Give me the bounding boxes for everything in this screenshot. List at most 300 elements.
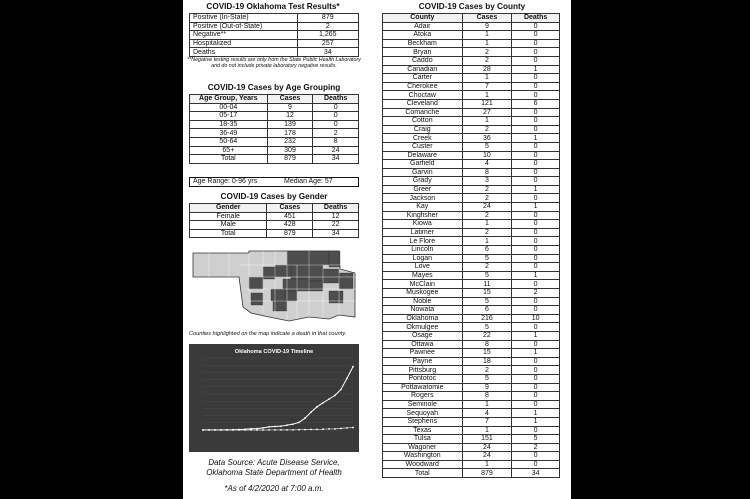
county-row bbox=[383, 185, 560, 194]
county-cases: 1 bbox=[462, 460, 512, 469]
series-line-0 bbox=[203, 367, 353, 430]
county-name: Washington bbox=[383, 452, 463, 461]
series-point-1 bbox=[304, 429, 306, 431]
test-results-table bbox=[189, 13, 359, 57]
age-title: COVID-19 Cases by Age Grouping bbox=[207, 83, 341, 92]
age-header: Age Group, Years bbox=[190, 95, 268, 104]
county-name: Oklahoma bbox=[383, 314, 463, 323]
county-cases: 24 bbox=[462, 443, 512, 452]
county-deaths: 0 bbox=[512, 366, 560, 375]
county-name: Greer bbox=[383, 185, 463, 194]
series-point-1 bbox=[274, 429, 276, 431]
county-deaths: 0 bbox=[512, 108, 560, 117]
county-row bbox=[383, 117, 560, 126]
series-point-0 bbox=[292, 423, 294, 425]
county-deaths: 1 bbox=[512, 271, 560, 280]
test-result-value: 879 bbox=[297, 14, 358, 23]
county-deaths: 0 bbox=[512, 383, 560, 392]
series-point-0 bbox=[352, 366, 354, 368]
county-name: Total bbox=[383, 469, 463, 478]
age-row bbox=[190, 120, 359, 129]
county-deaths: 0 bbox=[512, 142, 560, 151]
county-cases: 8 bbox=[462, 340, 512, 349]
series-point-1 bbox=[322, 428, 324, 430]
county-table bbox=[382, 13, 560, 478]
test-result-value: 1,265 bbox=[297, 31, 358, 40]
county-row bbox=[383, 194, 560, 203]
county-row bbox=[383, 383, 560, 392]
age-row bbox=[190, 155, 359, 164]
series-point-1 bbox=[328, 428, 330, 430]
gender-deaths: 22 bbox=[313, 221, 359, 230]
county-deaths: 0 bbox=[512, 280, 560, 289]
county-name: Pontotoc bbox=[383, 374, 463, 383]
county-name: Nowata bbox=[383, 306, 463, 315]
age-group: 00-04 bbox=[190, 103, 268, 112]
county-header: County bbox=[383, 14, 463, 23]
county-deaths: 0 bbox=[512, 254, 560, 263]
county-row bbox=[383, 349, 560, 358]
county-row bbox=[383, 409, 560, 418]
test-result-value: 2 bbox=[297, 22, 358, 31]
county-cases: 879 bbox=[462, 469, 512, 478]
county-cases: 3 bbox=[462, 177, 512, 186]
county-cases: 8 bbox=[462, 168, 512, 177]
county-deaths: 0 bbox=[512, 48, 560, 57]
county-name: Kiowa bbox=[383, 220, 463, 229]
county-row bbox=[383, 340, 560, 349]
county-deaths: 0 bbox=[512, 426, 560, 435]
age-deaths: 34 bbox=[313, 155, 359, 164]
county-row bbox=[383, 39, 560, 48]
county-cases: 15 bbox=[462, 349, 512, 358]
series-point-1 bbox=[208, 429, 210, 431]
county-row bbox=[383, 271, 560, 280]
county-row bbox=[383, 56, 560, 65]
map-caption: Counties highlighted on the map indicate a death in that county. bbox=[189, 331, 347, 337]
age-group: Total bbox=[190, 155, 268, 164]
age-cases: 178 bbox=[267, 129, 313, 138]
county-row bbox=[383, 237, 560, 246]
age-cases: 9 bbox=[267, 103, 313, 112]
age-range: Age Range: 0-96 yrs bbox=[193, 178, 258, 185]
county-cases: 2 bbox=[462, 366, 512, 375]
county-cases: 1 bbox=[462, 237, 512, 246]
county-cases: 1 bbox=[462, 400, 512, 409]
county-deaths: 1 bbox=[512, 417, 560, 426]
county-name: Craig bbox=[383, 125, 463, 134]
series-point-0 bbox=[304, 417, 306, 419]
county-name: Cleveland bbox=[383, 99, 463, 108]
county-name: Rogers bbox=[383, 392, 463, 401]
age-deaths: 8 bbox=[313, 137, 359, 146]
series-point-1 bbox=[238, 429, 240, 431]
county-name: Creek bbox=[383, 134, 463, 143]
county-row bbox=[383, 228, 560, 237]
county-name: Payne bbox=[383, 357, 463, 366]
series-point-1 bbox=[202, 429, 204, 431]
series-point-0 bbox=[298, 421, 300, 423]
county-name: Stephens bbox=[383, 417, 463, 426]
county-name: Wagoner bbox=[383, 443, 463, 452]
county-cases: 5 bbox=[462, 142, 512, 151]
county-cases: 1 bbox=[462, 117, 512, 126]
county-deaths: 0 bbox=[512, 306, 560, 315]
county-row bbox=[383, 65, 560, 74]
county-cases: 4 bbox=[462, 160, 512, 169]
series-point-1 bbox=[346, 427, 348, 429]
county-row bbox=[383, 99, 560, 108]
age-cases: 309 bbox=[267, 146, 313, 155]
county-deaths: 2 bbox=[512, 289, 560, 298]
county-deaths: 0 bbox=[512, 194, 560, 203]
county-name: Atoka bbox=[383, 31, 463, 40]
county-cases: 2 bbox=[462, 125, 512, 134]
county-death-map bbox=[189, 247, 359, 327]
age-group: 18-35 bbox=[190, 120, 268, 129]
gender-header: Gender bbox=[190, 204, 267, 213]
series-point-1 bbox=[340, 427, 342, 429]
county-name: Le Flore bbox=[383, 237, 463, 246]
county-row bbox=[383, 220, 560, 229]
gender-cases: 879 bbox=[267, 229, 313, 238]
county-row bbox=[383, 417, 560, 426]
series-point-0 bbox=[340, 388, 342, 390]
county-deaths: 0 bbox=[512, 31, 560, 40]
series-point-1 bbox=[232, 429, 234, 431]
series-point-0 bbox=[328, 398, 330, 400]
timeline-title: Oklahoma COVID-19 Timeline bbox=[234, 349, 314, 355]
county-name: McClain bbox=[383, 280, 463, 289]
age-cases: 232 bbox=[267, 137, 313, 146]
county-row bbox=[383, 48, 560, 57]
county-name: Kingfisher bbox=[383, 211, 463, 220]
county-row bbox=[383, 357, 560, 366]
test-result-row bbox=[190, 31, 359, 40]
county-cases: 1 bbox=[462, 426, 512, 435]
county-row bbox=[383, 289, 560, 298]
county-cases: 15 bbox=[462, 289, 512, 298]
county-deaths: 0 bbox=[512, 39, 560, 48]
county-name: Pawnee bbox=[383, 349, 463, 358]
county-deaths: 0 bbox=[512, 82, 560, 91]
gender-title: COVID-19 Cases by Gender bbox=[220, 192, 328, 201]
oklahoma-map-graphic bbox=[189, 247, 359, 327]
county-row bbox=[383, 469, 560, 478]
county-row bbox=[383, 168, 560, 177]
county-deaths: 0 bbox=[512, 357, 560, 366]
age-cases: 879 bbox=[267, 155, 313, 164]
age-deaths: 24 bbox=[313, 146, 359, 155]
county-deaths: 2 bbox=[512, 443, 560, 452]
county-deaths: 0 bbox=[512, 237, 560, 246]
series-point-1 bbox=[214, 429, 216, 431]
age-deaths: 0 bbox=[313, 112, 359, 121]
county-deaths: 0 bbox=[512, 460, 560, 469]
county-name: Cotton bbox=[383, 117, 463, 126]
data-source-line2: Oklahoma State Department of Health bbox=[206, 468, 342, 477]
age-deaths: 2 bbox=[313, 129, 359, 138]
county-cases: 2 bbox=[462, 185, 512, 194]
county-cases: 1 bbox=[462, 39, 512, 48]
county-cases: 5 bbox=[462, 323, 512, 332]
series-point-0 bbox=[346, 377, 348, 379]
county-row bbox=[383, 443, 560, 452]
county-cases: 18 bbox=[462, 357, 512, 366]
county-name: Carter bbox=[383, 74, 463, 83]
county-name: Delaware bbox=[383, 151, 463, 160]
county-cases: 4 bbox=[462, 409, 512, 418]
county-name: Muskogee bbox=[383, 289, 463, 298]
county-cases: 216 bbox=[462, 314, 512, 323]
as-of-date: *As of 4/2/2020 at 7:00 a.m. bbox=[224, 484, 324, 493]
county-row bbox=[383, 263, 560, 272]
series-point-0 bbox=[334, 394, 336, 396]
county-cases: 1 bbox=[462, 220, 512, 229]
test-result-value: 34 bbox=[297, 48, 358, 57]
report-sheet bbox=[183, 0, 571, 499]
county-row bbox=[383, 22, 560, 31]
county-name: Seminole bbox=[383, 400, 463, 409]
county-row bbox=[383, 160, 560, 169]
county-deaths: 0 bbox=[512, 323, 560, 332]
gender-deaths: 12 bbox=[313, 212, 359, 221]
county-row bbox=[383, 151, 560, 160]
county-deaths: 0 bbox=[512, 211, 560, 220]
county-deaths: 0 bbox=[512, 246, 560, 255]
gender-cases: 451 bbox=[267, 212, 313, 221]
county-header: Cases bbox=[462, 14, 512, 23]
series-point-1 bbox=[262, 429, 264, 431]
county-name: Noble bbox=[383, 297, 463, 306]
series-point-0 bbox=[310, 411, 312, 413]
county-cases: 6 bbox=[462, 246, 512, 255]
series-point-1 bbox=[250, 429, 252, 431]
county-row bbox=[383, 91, 560, 100]
county-cases: 9 bbox=[462, 22, 512, 31]
county-row bbox=[383, 108, 560, 117]
county-name: Woodward bbox=[383, 460, 463, 469]
age-header: Deaths bbox=[313, 95, 359, 104]
county-deaths: 1 bbox=[512, 134, 560, 143]
county-row bbox=[383, 134, 560, 143]
gender-deaths: 34 bbox=[313, 229, 359, 238]
county-cases: 2 bbox=[462, 211, 512, 220]
county-deaths: 10 bbox=[512, 314, 560, 323]
county-deaths: 0 bbox=[512, 160, 560, 169]
county-row bbox=[383, 374, 560, 383]
age-row bbox=[190, 137, 359, 146]
county-cases: 1 bbox=[462, 74, 512, 83]
county-deaths: 0 bbox=[512, 452, 560, 461]
county-name: Bryan bbox=[383, 48, 463, 57]
county-name: Beckham bbox=[383, 39, 463, 48]
series-point-1 bbox=[220, 429, 222, 431]
gender-cases: 428 bbox=[267, 221, 313, 230]
county-name: Okmulgee bbox=[383, 323, 463, 332]
county-row bbox=[383, 177, 560, 186]
test-result-label: Hospitalized bbox=[190, 39, 298, 48]
county-name: Cherokee bbox=[383, 82, 463, 91]
age-row bbox=[190, 103, 359, 112]
county-cases: 1 bbox=[462, 91, 512, 100]
series-point-1 bbox=[298, 429, 300, 431]
age-group: 50-64 bbox=[190, 137, 268, 146]
county-row bbox=[383, 435, 560, 444]
county-deaths: 1 bbox=[512, 185, 560, 194]
county-cases: 24 bbox=[462, 203, 512, 212]
county-name: Canadian bbox=[383, 65, 463, 74]
county-deaths: 0 bbox=[512, 374, 560, 383]
county-name: Adair bbox=[383, 22, 463, 31]
median-age: Median Age: 57 bbox=[284, 178, 333, 185]
county-row bbox=[383, 246, 560, 255]
gender-row bbox=[190, 212, 359, 221]
test-result-label: Deaths bbox=[190, 48, 298, 57]
county-name: Latimer bbox=[383, 228, 463, 237]
county-name: Comanche bbox=[383, 108, 463, 117]
test-result-label: Negative** bbox=[190, 31, 298, 40]
test-result-row bbox=[190, 14, 359, 23]
data-source-line1: Data Source: Acute Disease Service, bbox=[208, 458, 340, 467]
series-point-0 bbox=[274, 426, 276, 428]
county-row bbox=[383, 366, 560, 375]
county-deaths: 0 bbox=[512, 168, 560, 177]
county-name: Lincoln bbox=[383, 246, 463, 255]
timeline-svg bbox=[189, 344, 359, 452]
county-name: Ottawa bbox=[383, 340, 463, 349]
age-row bbox=[190, 129, 359, 138]
county-row bbox=[383, 31, 560, 40]
series-point-1 bbox=[316, 429, 318, 431]
age-group: 36-49 bbox=[190, 129, 268, 138]
gender-label: Male bbox=[190, 221, 267, 230]
county-name: Tulsa bbox=[383, 435, 463, 444]
gender-row bbox=[190, 221, 359, 230]
county-deaths: 1 bbox=[512, 331, 560, 340]
test-result-label: Positive (In-State) bbox=[190, 14, 298, 23]
county-header: Deaths bbox=[512, 14, 560, 23]
county-cases: 5 bbox=[462, 254, 512, 263]
series-point-1 bbox=[334, 428, 336, 430]
test-result-row bbox=[190, 48, 359, 57]
county-deaths: 6 bbox=[512, 99, 560, 108]
county-cases: 7 bbox=[462, 82, 512, 91]
gender-header: Deaths bbox=[313, 204, 359, 213]
county-row bbox=[383, 306, 560, 315]
series-point-1 bbox=[292, 429, 294, 431]
county-cases: 5 bbox=[462, 271, 512, 280]
series-point-1 bbox=[352, 427, 354, 429]
county-deaths: 0 bbox=[512, 125, 560, 134]
county-cases: 24 bbox=[462, 452, 512, 461]
county-name: Garvin bbox=[383, 168, 463, 177]
county-cases: 2 bbox=[462, 56, 512, 65]
county-row bbox=[383, 74, 560, 83]
county-cases: 5 bbox=[462, 374, 512, 383]
series-point-1 bbox=[268, 429, 270, 431]
test-result-value: 257 bbox=[297, 39, 358, 48]
series-point-1 bbox=[310, 429, 312, 431]
gender-label: Female bbox=[190, 212, 267, 221]
county-row bbox=[383, 314, 560, 323]
county-deaths: 0 bbox=[512, 297, 560, 306]
age-cases: 12 bbox=[267, 112, 313, 121]
county-cases: 121 bbox=[462, 99, 512, 108]
county-row bbox=[383, 280, 560, 289]
series-point-0 bbox=[268, 426, 270, 428]
county-name: Love bbox=[383, 263, 463, 272]
county-row bbox=[383, 297, 560, 306]
gender-table bbox=[189, 203, 359, 238]
county-deaths: 0 bbox=[512, 56, 560, 65]
county-name: Jackson bbox=[383, 194, 463, 203]
series-point-1 bbox=[244, 429, 246, 431]
county-name: Mayes bbox=[383, 271, 463, 280]
age-group: 05-17 bbox=[190, 112, 268, 121]
test-result-row bbox=[190, 22, 359, 31]
county-row bbox=[383, 142, 560, 151]
county-deaths: 1 bbox=[512, 203, 560, 212]
county-name: Pottawatomie bbox=[383, 383, 463, 392]
county-deaths: 0 bbox=[512, 22, 560, 31]
county-row bbox=[383, 211, 560, 220]
county-cases: 2 bbox=[462, 263, 512, 272]
county-cases: 22 bbox=[462, 331, 512, 340]
county-row bbox=[383, 125, 560, 134]
county-row bbox=[383, 400, 560, 409]
age-table bbox=[189, 94, 359, 164]
series-point-1 bbox=[226, 429, 228, 431]
age-row bbox=[190, 112, 359, 121]
county-name: Texas bbox=[383, 426, 463, 435]
test-results-title: COVID-19 Oklahoma Test Results* bbox=[206, 2, 340, 11]
series-point-0 bbox=[280, 425, 282, 427]
county-name: Grady bbox=[383, 177, 463, 186]
county-cases: 10 bbox=[462, 151, 512, 160]
county-deaths: 1 bbox=[512, 349, 560, 358]
county-cases: 11 bbox=[462, 280, 512, 289]
negative-results-note: **Negative testing results are only from the State Public Health Laboratory and do not include private laboratory negative results. bbox=[187, 57, 361, 69]
county-cases: 27 bbox=[462, 108, 512, 117]
county-deaths: 34 bbox=[512, 469, 560, 478]
age-header: Cases bbox=[267, 95, 313, 104]
county-row bbox=[383, 452, 560, 461]
gender-row bbox=[190, 229, 359, 238]
county-cases: 5 bbox=[462, 297, 512, 306]
test-result-row bbox=[190, 39, 359, 48]
age-deaths: 0 bbox=[313, 103, 359, 112]
series-point-0 bbox=[262, 427, 264, 429]
county-deaths: 5 bbox=[512, 435, 560, 444]
county-cases: 28 bbox=[462, 65, 512, 74]
county-deaths: 0 bbox=[512, 392, 560, 401]
county-title: COVID-19 Cases by County bbox=[418, 2, 526, 11]
county-row bbox=[383, 82, 560, 91]
county-deaths: 0 bbox=[512, 74, 560, 83]
series-point-1 bbox=[286, 429, 288, 431]
county-deaths: 0 bbox=[512, 91, 560, 100]
gender-label: Total bbox=[190, 229, 267, 238]
county-name: Pittsburg bbox=[383, 366, 463, 375]
county-deaths: 1 bbox=[512, 65, 560, 74]
county-row bbox=[383, 392, 560, 401]
county-name: Sequoyah bbox=[383, 409, 463, 418]
series-point-1 bbox=[256, 429, 258, 431]
county-deaths: 0 bbox=[512, 340, 560, 349]
county-deaths: 0 bbox=[512, 117, 560, 126]
county-row bbox=[383, 426, 560, 435]
